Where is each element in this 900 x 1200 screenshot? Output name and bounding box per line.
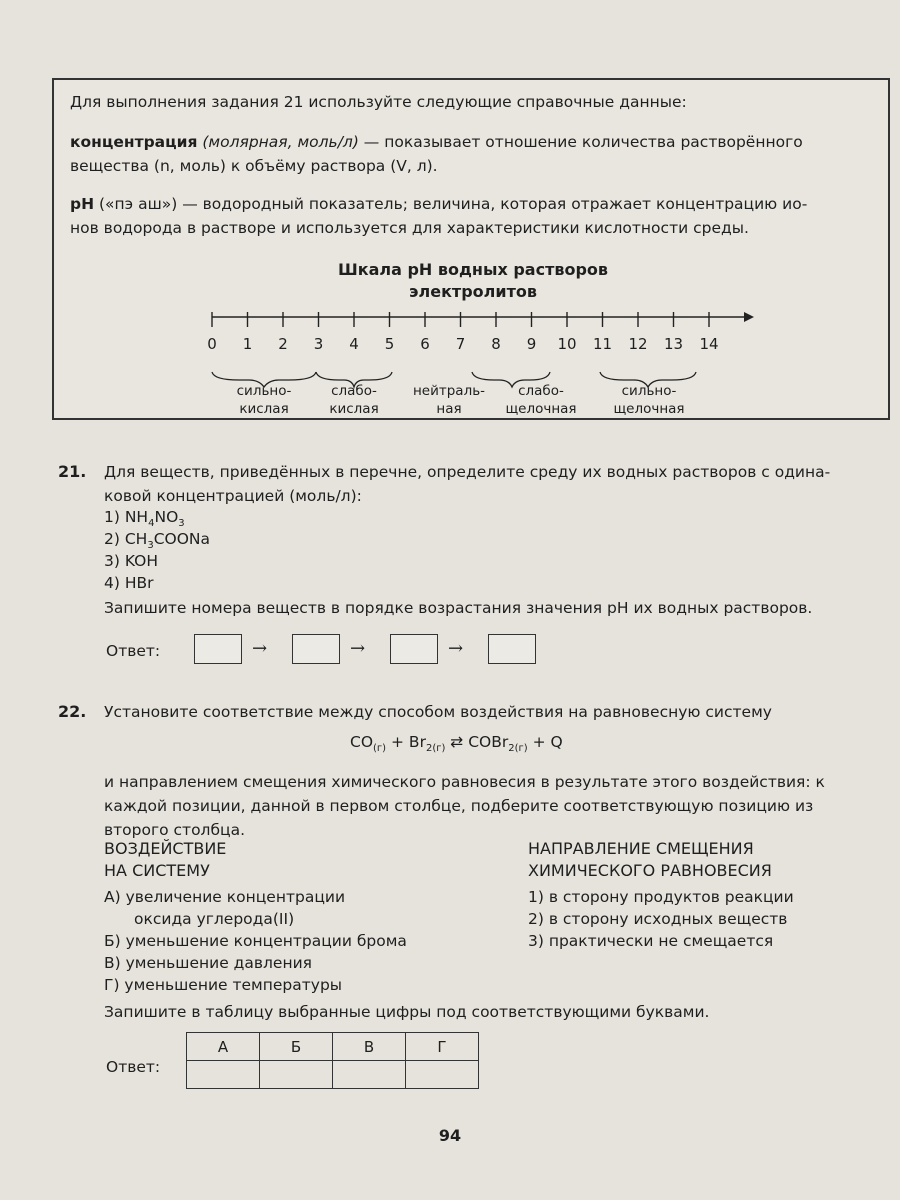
task21-answer-box-2[interactable]: [292, 634, 340, 664]
ph-tick-label: 14: [699, 335, 719, 353]
col1-item-a-cont: оксида углерода(II): [134, 910, 295, 928]
label-line: сильно-: [621, 383, 677, 399]
ph-ticks: [212, 312, 709, 327]
answer-header-v: В: [333, 1033, 406, 1061]
arrow-icon: →: [448, 638, 464, 659]
col1-head-1: ВОЗДЕЙСТВИЕ: [104, 839, 227, 858]
label-line: ная: [436, 401, 462, 417]
answer-cell-a[interactable]: [187, 1061, 260, 1089]
ph-tick-label: 2: [278, 335, 288, 353]
answer-header-g: Г: [406, 1033, 479, 1061]
ph-def-2: нов водорода в растворе и используется для характеристики кислотности среды.: [70, 219, 749, 237]
label-neutral: [404, 382, 494, 418]
task21-answer-box-1[interactable]: [194, 634, 242, 664]
answer-cell-v[interactable]: [333, 1061, 406, 1089]
task22-instruction: Запишите в таблицу выбранные цифры под соответствующими буквами.: [104, 1003, 710, 1021]
task22-text-4: второго столбца.: [104, 821, 245, 839]
ph-tick-label: 6: [420, 335, 430, 353]
task21-answer-label: Ответ:: [106, 642, 161, 660]
label-weak-acid: [314, 382, 394, 418]
task22-text-3: каждой позиции, данной в первом столбце, подберите соответствующую позицию из: [104, 797, 814, 815]
task21-item-1: 1) $NH_4NO_3$: [104, 508, 185, 530]
col2-item-3: 3) практически не смещается: [528, 932, 774, 950]
ph-tick-label: 5: [384, 335, 395, 353]
task21-text-2: ковой концентрацией (моль/л):: [104, 487, 362, 505]
col1-item-v: В) уменьшение давления: [104, 954, 312, 972]
task21-item-2: 2) $CH_3COONa$: [104, 530, 211, 552]
label-strong-base: [604, 382, 694, 418]
answer-cell-b[interactable]: [260, 1061, 333, 1089]
ref-intro: Для выполнения задания 21 используйте следующие справочные данные:: [70, 93, 687, 111]
scale-title-2: электролитов: [409, 282, 537, 301]
ph-tick-label: 8: [491, 335, 501, 353]
task22-number: 22.: [58, 702, 87, 721]
task21-instruction: Запишите номера веществ в порядке возрастания значения pH их водных растворов.: [104, 599, 813, 617]
ph-tick-label: 7: [455, 335, 466, 353]
ph-term: pH: [70, 195, 95, 213]
task21-item-3: 3) KOH: [104, 552, 159, 570]
ph-axis-arrowhead: [744, 312, 754, 322]
col2-item-2: 2) в сторону исходных веществ: [528, 910, 788, 928]
answer-table-input-row: [187, 1061, 479, 1089]
ph-tick-label: 10: [557, 335, 577, 353]
label-strong-acid: [224, 382, 304, 418]
answer-cell-g[interactable]: [406, 1061, 479, 1089]
col1-item-b: Б) уменьшение концентрации брома: [104, 932, 407, 950]
task22-equation: $CO_{(г)} + Br_{2(г)}$ ⇄ COBr$_{2(г)}$ + Q: [350, 733, 563, 755]
label-line: щелочная: [613, 401, 685, 417]
col2-item-1: 1) в сторону продуктов реакции: [528, 888, 794, 906]
col2-head-1: НАПРАВЛЕНИЕ СМЕЩЕНИЯ: [528, 839, 754, 858]
label-line: слабо-: [331, 383, 377, 399]
label-line: щелочная: [505, 401, 577, 417]
col2-head-2: ХИМИЧЕСКОГО РАВНОВЕСИЯ: [528, 861, 772, 880]
ph-tick-label: 0: [207, 335, 217, 353]
answer-header-b: Б: [260, 1033, 333, 1061]
ph-tick-label: 3: [313, 335, 324, 353]
ph-def-1: («пэ аш») — водородный показатель; величина, которая отражает концентрацию ио-: [94, 195, 808, 213]
answer-header-a: А: [187, 1033, 260, 1061]
ph-tick-label: 11: [592, 335, 613, 353]
scale-title-1: Шкала pH водных растворов: [337, 260, 609, 279]
label-line: нейтраль-: [412, 383, 486, 399]
ph-tick-label: 1: [242, 335, 253, 353]
task22-text-2: и направлением смещения химического равновесия в результате этого воздействия: к: [104, 773, 825, 791]
conc-term: концентрация: [70, 133, 198, 151]
ph-scale: [54, 80, 892, 422]
label-weak-base: [496, 382, 586, 418]
ph-tick-label: 9: [526, 335, 537, 353]
label-line: кислая: [239, 401, 289, 417]
task21-item-4: 4) HBr: [104, 574, 154, 592]
col1-item-g: Г) уменьшение температуры: [104, 976, 343, 994]
arrow-icon: →: [252, 638, 268, 659]
task21-answer-box-4[interactable]: [488, 634, 536, 664]
label-line: кислая: [329, 401, 379, 417]
task22-text-1: Установите соответствие между способом воздействия на равновесную систему: [104, 703, 772, 721]
task21-text-1: Для веществ, приведённых в перечне, определите среду их водных растворов с одина-: [104, 463, 831, 481]
label-line: сильно-: [236, 383, 292, 399]
task21-answer-box-3[interactable]: [390, 634, 438, 664]
conc-def-2: вещества (n, моль) к объёму раствора (V, л).: [70, 157, 438, 175]
task22-answer-label: Ответ:: [106, 1058, 161, 1076]
ph-tick-label: 4: [349, 335, 359, 353]
ph-tick-label: 13: [663, 335, 684, 353]
answer-table-header-row: [187, 1033, 479, 1061]
col1-head-2: НА СИСТЕМУ: [104, 861, 210, 880]
page-number: 94: [438, 1126, 462, 1145]
col1-item-a: А) увеличение концентрации: [104, 888, 346, 906]
arrow-icon: →: [350, 638, 366, 659]
task22-answer-table: [186, 1032, 479, 1089]
task21-number: 21.: [58, 462, 87, 481]
label-line: слабо-: [518, 383, 564, 399]
conc-paren: (молярная, моль/л): [202, 133, 359, 151]
reference-box: [52, 78, 890, 420]
ph-tick-label: 12: [628, 335, 648, 353]
conc-def-1: — показывает отношение количества растворённого: [358, 133, 803, 151]
